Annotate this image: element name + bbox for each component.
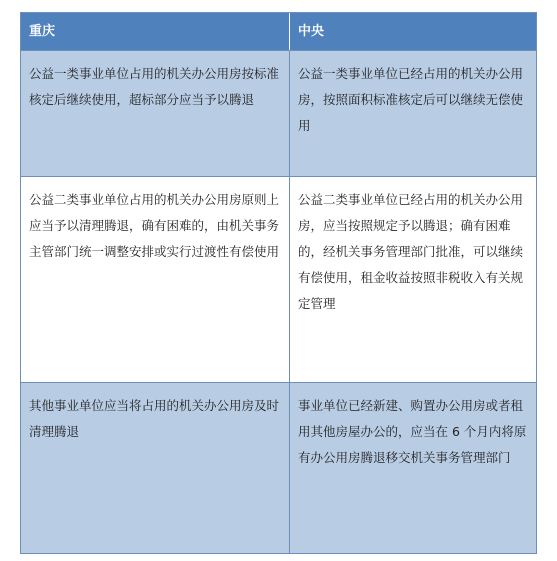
table-cell-chongqing: 公益一类事业单位占用的机关办公用房按标准核定后继续使用，超标部分应当予以腾退	[21, 51, 290, 176]
table-cell-central: 公益一类事业单位已经占用的机关办公用房，按照面积标准核定后可以继续无偿使用	[298, 66, 524, 133]
table-row	[21, 50, 536, 176]
header-chongqing: 重庆	[21, 13, 290, 50]
table-cell-central: 事业单位已经新建、购置办公用房或者租用其他房屋办公的，应当在 6 个月内将原有办公用房腾退移交机关事务管理部门	[298, 398, 527, 465]
table-cell-central: 公益二类事业单位已经占用的机关办公用房，应当按照规定予以腾退；确有困难的，经机关事务管理部门批准，可以继续有偿使用，租金收益按照非税收入有关规定管理	[298, 192, 524, 311]
table-row	[21, 382, 536, 553]
table-row	[21, 176, 536, 382]
table-header-row	[21, 13, 536, 50]
comparison-table	[20, 12, 537, 554]
table-cell-chongqing: 其他事业单位应当将占用的机关办公用房及时清理腾退	[21, 383, 290, 553]
header-central: 中央	[298, 24, 325, 39]
table-cell-chongqing: 公益二类事业单位占用的机关办公用房原则上应当予以清理腾退，确有困难的，由机关事务主管部门统一调整安排或实行过渡性有偿使用	[21, 177, 290, 382]
